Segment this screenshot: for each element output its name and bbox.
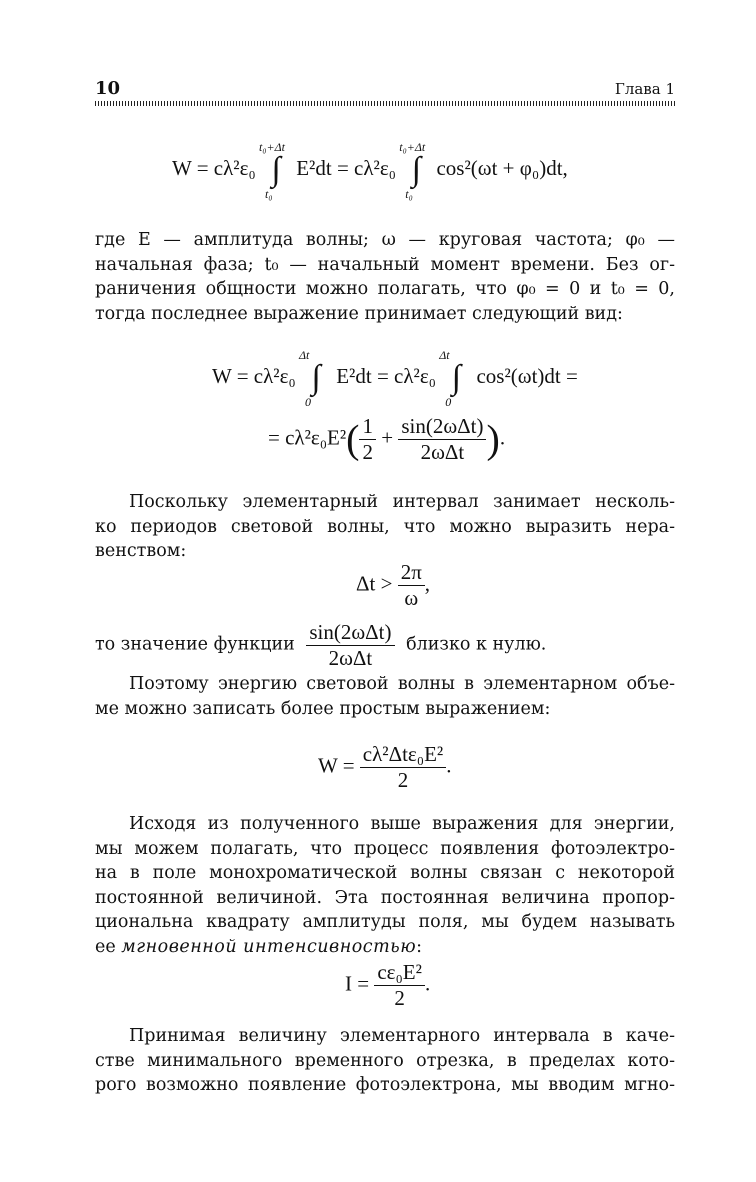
equation-energy-result: = cλ²ε₀E²( $\frac{1}{2}$ + $\frac{\text{sin(2ωΔt)}}{\text{2ωΔt}}$ ). (268, 414, 506, 464)
inequality-interval: Δt > $\frac{2\pi}{\omega}$ , (356, 560, 431, 610)
page-number: 10 (95, 78, 121, 99)
paragraph-final: Принимая величину элементарного интервала в каче- стве минимального временного отрезка, в пределах кото- рого возможно появление фотоэлектрона, мы вводим мгно- (95, 1026, 675, 1095)
chapter-title: Глава 1 (614, 80, 675, 98)
fraction-sin: $\frac{\text{sin(2ωΔt)}}{\text{2ωΔt}}$ (398, 414, 486, 465)
equation-energy-element: W = $\frac{\text{cλ²Δtε₀E²}}{2}$ . (318, 742, 452, 792)
integral-sign: Δt ∫ 0 (298, 348, 321, 409)
fraction-function: $\frac{\text{sin(2ωΔt)}}{\text{2ωΔt}}$ (306, 620, 394, 670)
paragraph-function: то значение функции $\frac{\text{sin(2ωΔt)}}{\text{2ωΔt}}$ близко к нулю. (95, 620, 547, 670)
running-header (95, 78, 675, 102)
integral-sign: t₀+Δt ∫ t₀ (399, 140, 426, 201)
header-rule (95, 101, 675, 106)
fraction-half: $\frac{1}{2}$ (359, 414, 376, 465)
integral-sign: Δt ∫ 0 (439, 348, 461, 409)
paragraph-definitions: где E — амплитуда волны; ω — круговая частота; φ₀ — начальная фаза; t₀ — начальный момент времени. Без ог- раничения общности можно полагать, что φ₀ = 0 и t₀ = 0, тогда последнее выражение принимает следующий вид: (95, 230, 675, 324)
paragraph-interval: Поскольку элементарный интервал занимает несколь- ко периодов световой волны, что можно выразить нера- венством: (95, 492, 675, 561)
integral-sign: t₀+Δt ∫ t₀ (258, 140, 285, 201)
paragraph-energy: Поэтому энергию световой волны в элементарном объе- ме можно записать более простым выражением: (95, 674, 675, 719)
equation-energy-simplified: W = cλ²ε₀ Δt ∫ 0 E²dt = cλ²ε₀ Δt ∫ 0 cos²(ωt)dt = (212, 348, 578, 409)
equation-intensity: I = $\frac{\text{cε₀E²}}{2}$ . (345, 960, 431, 1010)
paragraph-intensity: Исходя из полученного выше выражения для энергии, мы можем полагать, что процесс появления фотоэлектро- на в поле монохроматической волны связан с некоторой постоянной величиной. Эта постоянная величина пропор- циональна квадрату амплитуды поля, мы будем называть ее мгновенной интенсивностью: (95, 814, 675, 957)
term-instant-intensity: мгновенной интенсивностью (121, 936, 417, 957)
equation-energy-integral: W = cλ²ε₀ t₀+Δt ∫ t₀ E²dt = cλ²ε₀ t₀+Δt ∫ t₀ cos²(ωt + φ₀)dt, (172, 140, 568, 201)
